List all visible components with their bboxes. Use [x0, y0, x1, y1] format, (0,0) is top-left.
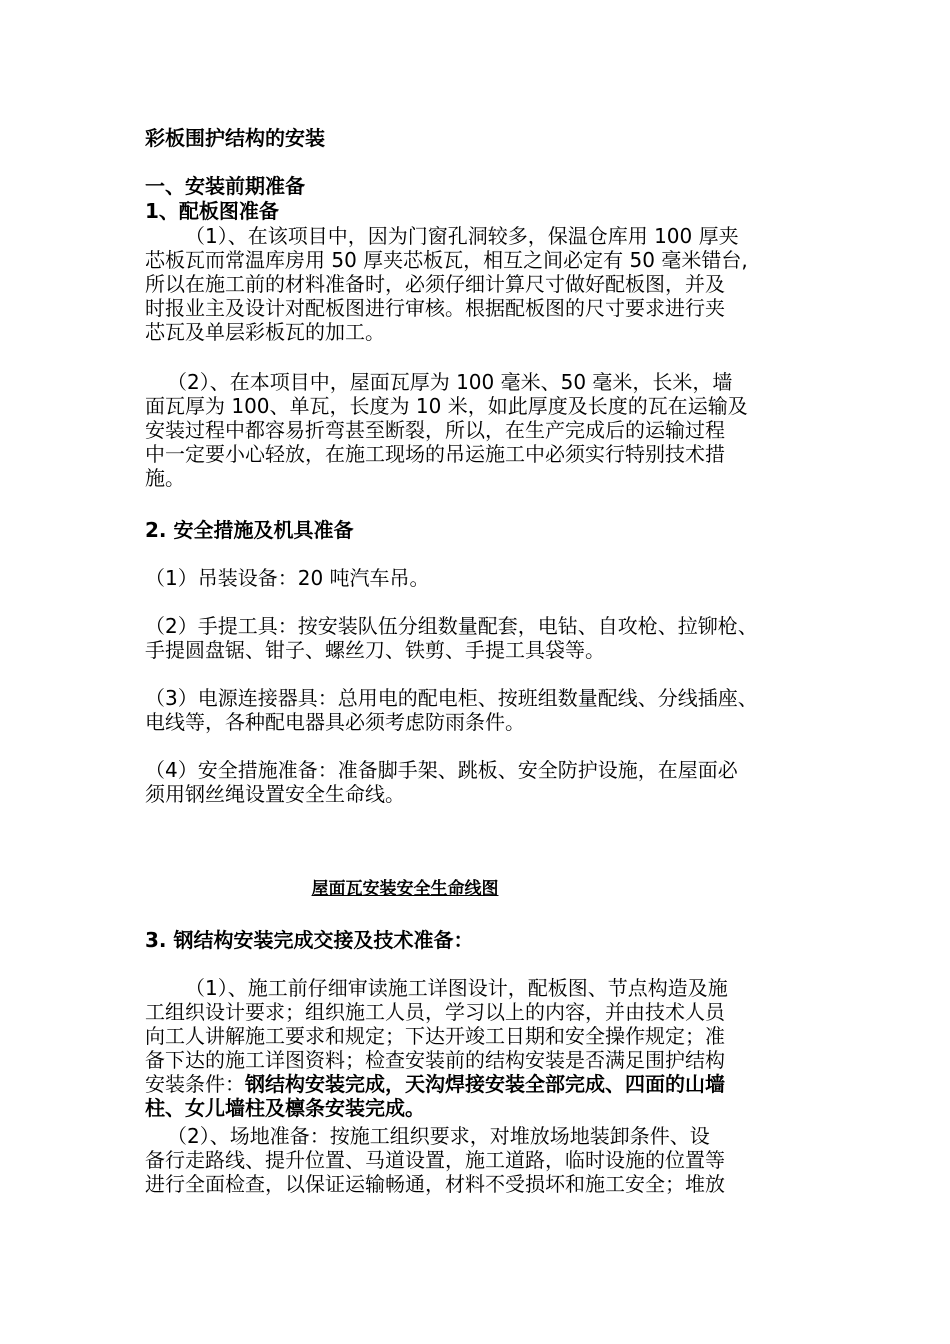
paragraph-line: 安装过程中都容易折弯甚至断裂，所以，在生产完成后的运输过程 [145, 418, 725, 442]
paragraph-text: 安装条件： [145, 1072, 245, 1096]
paragraph-line: （1）、施工前仔细审读施工详图设计，配板图、节点构造及施 [185, 976, 728, 1000]
paragraph-line: 面瓦厚为 100、单瓦，长度为 10 米，如此厚度及长度的瓦在运输及 [145, 394, 748, 418]
list-item-continuation: 手提圆盘锯、钳子、螺丝刀、铁剪、手提工具袋等。 [145, 638, 605, 662]
paragraph-line [145, 1072, 725, 1096]
paragraph-line: （1）、在该项目中，因为门窗孔洞较多，保温仓库用 100 厚夹 [185, 224, 739, 248]
paragraph-line: （2）、在本项目中，屋面瓦厚为 100 毫米、50 毫米，长米，墙 [167, 370, 733, 394]
paragraph-line: （2）、场地准备：按施工组织要求，对堆放场地装卸条件、设 [167, 1124, 710, 1148]
paragraph-line: 施。 [145, 466, 185, 490]
paragraph-line: 向工人讲解施工要求和规定；下达开竣工日期和安全操作规定；准 [145, 1024, 725, 1048]
section-2-heading: 2. 安全措施及机具准备 [145, 518, 354, 542]
list-item-continuation: 电线等，各种配电器具必须考虑防雨条件。 [145, 710, 525, 734]
paragraph-line: 时报业主及设计对配板图进行审核。根据配板图的尺寸要求进行夹 [145, 296, 725, 320]
paragraph-line: 中一定要小心轻放，在施工现场的吊运施工中必须实行特别技术措 [145, 442, 725, 466]
figure-caption: 屋面瓦安装安全生命线图 [311, 879, 499, 899]
paragraph-line: 工组织设计要求；组织施工人员，学习以上的内容，并由技术人员 [145, 1000, 725, 1024]
paragraph-line: 芯板瓦而常温库房用 50 厚夹芯板瓦，相互之间必定有 50 毫米错台, [145, 248, 748, 272]
list-item: （2）手提工具：按安装队伍分组数量配套，电钻、自攻枪、拉铆枪、 [145, 614, 758, 638]
paragraph-line: 进行全面检查，以保证运输畅通，材料不受损坏和施工安全；堆放 [145, 1172, 725, 1196]
section-3-heading: 3. 钢结构安装完成交接及技术准备： [145, 928, 474, 952]
bold-emphasis: 柱、女儿墙柱及檩条安装完成。 [145, 1096, 425, 1120]
paragraph-line: 所以在施工前的材料准备时，必须仔细计算尺寸做好配板图，并及 [145, 272, 725, 296]
document-title: 彩板围护结构的安装 [145, 126, 325, 150]
paragraph-line: 备行走路线、提升位置、马道设置，施工道路，临时设施的位置等 [145, 1148, 725, 1172]
list-item-continuation: 须用钢丝绳设置安全生命线。 [145, 782, 405, 806]
bold-emphasis: 钢结构安装完成，天沟焊接安装全部完成、四面的山墙 [245, 1072, 725, 1096]
list-item: （1）吊装设备：20 吨汽车吊。 [145, 566, 430, 590]
paragraph-line: 备下达的施工详图资料；检查安装前的结构安装是否满足围护结构 [145, 1048, 725, 1072]
list-item: （3）电源连接器具：总用电的配电柜、按班组数量配线、分线插座、 [145, 686, 758, 710]
section-1-heading: 一、安装前期准备 [145, 174, 305, 198]
list-item: （4）安全措施准备：准备脚手架、跳板、安全防护设施，在屋面必 [145, 758, 738, 782]
subsection-1-heading: 1、配板图准备 [145, 199, 279, 223]
paragraph-line: 芯瓦及单层彩板瓦的加工。 [145, 320, 385, 344]
